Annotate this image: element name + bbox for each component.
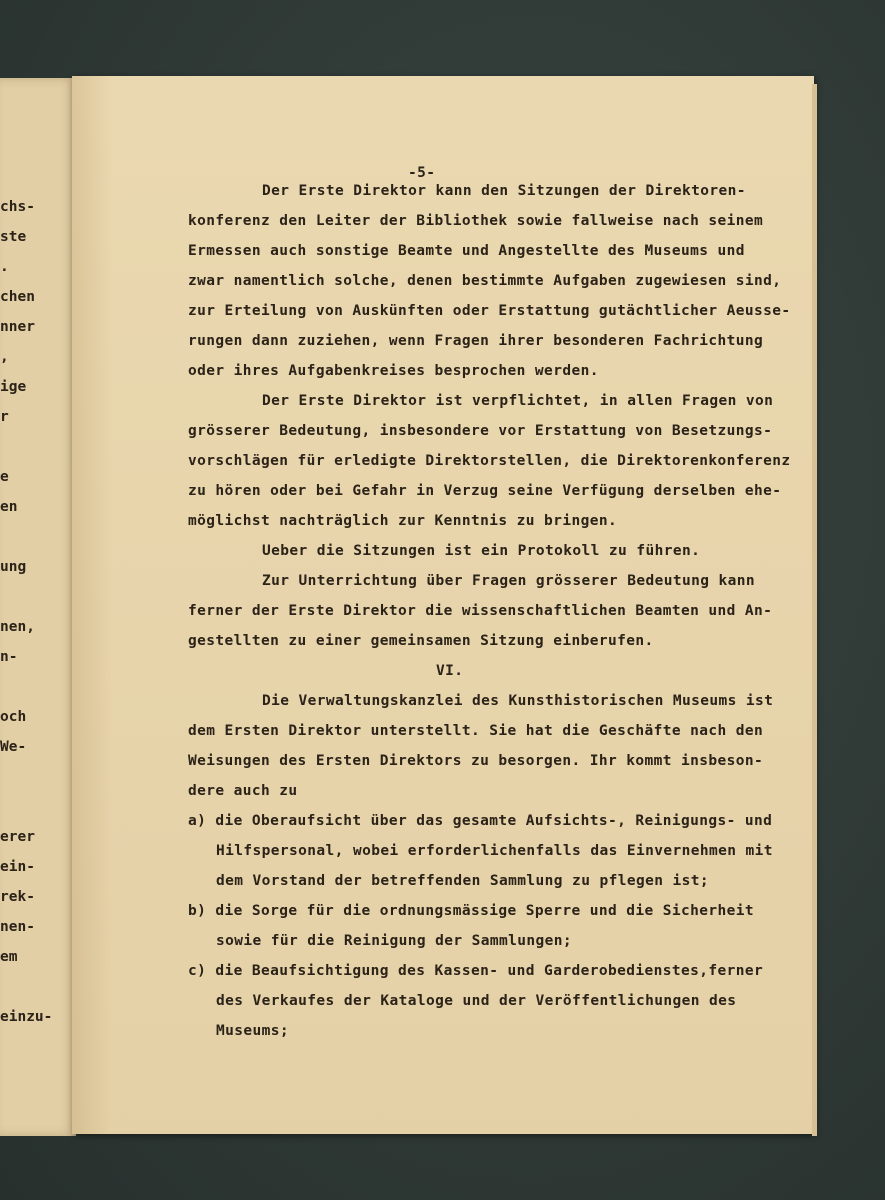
text-line: Die Verwaltungskanzlei des Kunsthistorischen Museums ist — [262, 693, 774, 709]
text-line: zwar namentlich solche, denen bestimmte Aufgaben zugewiesen sind, — [188, 273, 782, 289]
left-page-fragment: ige — [0, 379, 27, 395]
text-line: a) die Oberaufsicht über das gesamte Aufsichts-, Reinigungs- und — [188, 813, 773, 829]
text-line: sowie für die Reinigung der Sammlungen; — [216, 933, 573, 949]
text-line: oder ihres Aufgabenkreises besprochen werden. — [188, 363, 599, 379]
left-page-fragment: . — [0, 259, 9, 275]
text-line: konferenz den Leiter der Bibliothek sowie fallweise nach seinem — [188, 213, 764, 229]
document-page — [72, 76, 814, 1134]
left-page-fragment: erer — [0, 829, 35, 845]
left-page-fragment: rek- — [0, 889, 35, 905]
text-line: dem Vorstand der betreffenden Sammlung zu pflegen ist; — [216, 873, 710, 889]
text-line: Weisungen des Ersten Direktors zu besorgen. Ihr kommt insbeson- — [188, 753, 764, 769]
text-line: dere auch zu — [188, 783, 298, 799]
left-page-fragment: en — [0, 499, 18, 515]
text-line: b) die Sorge für die ordnungsmässige Sperre und die Sicherheit — [188, 903, 755, 919]
left-page — [0, 78, 76, 1136]
left-page-fragment: nen, — [0, 619, 35, 635]
left-page-fragment: nen- — [0, 919, 35, 935]
left-page-fragment: chen — [0, 289, 35, 305]
text-line: Ermessen auch sonstige Beamte und Angestellte des Museums und — [188, 243, 745, 259]
text-line: zu hören oder bei Gefahr in Verzug seine Verfügung derselben ehe- — [188, 483, 782, 499]
left-page-fragment: och — [0, 709, 27, 725]
text-line: Museums; — [216, 1023, 290, 1039]
text-line: c) die Beaufsichtigung des Kassen- und Garderobedienstes,ferner — [188, 963, 764, 979]
left-page-fragment: einzu- — [0, 1009, 53, 1025]
text-line: Ueber die Sitzungen ist ein Protokoll zu führen. — [262, 543, 701, 559]
text-line: Zur Unterrichtung über Fragen grösserer Bedeutung kann — [262, 573, 756, 589]
left-page-fragment: em — [0, 949, 18, 965]
text-line: Der Erste Direktor ist verpflichtet, in allen Fragen von — [262, 393, 774, 409]
left-page-fragment: ung — [0, 559, 27, 575]
left-page-fragment: ste — [0, 229, 27, 245]
left-page-fragment: , — [0, 349, 9, 365]
page-edge — [812, 84, 817, 1136]
text-line: rungen dann zuziehen, wenn Fragen ihrer besonderen Fachrichtung — [188, 333, 764, 349]
left-page-fragment: ein- — [0, 859, 35, 875]
left-page-fragment: nner — [0, 319, 35, 335]
text-line: gestellten zu einer gemeinsamen Sitzung einberufen. — [188, 633, 654, 649]
left-page-fragment: n- — [0, 649, 18, 665]
text-line: grösserer Bedeutung, insbesondere vor Erstattung von Besetzungs- — [188, 423, 773, 439]
left-page-fragment: We- — [0, 739, 27, 755]
text-line: zur Erteilung von Auskünften oder Erstattung gutächtlicher Aeusse- — [188, 303, 791, 319]
text-line: VI. — [436, 663, 464, 679]
text-line: des Verkaufes der Kataloge und der Veröffentlichungen des — [216, 993, 737, 1009]
page-number: -5- — [408, 165, 436, 181]
left-page-fragment: chs- — [0, 199, 35, 215]
text-line: möglichst nachträglich zur Kenntnis zu bringen. — [188, 513, 618, 529]
left-page-fragment: e — [0, 469, 9, 485]
text-line: dem Ersten Direktor unterstellt. Sie hat die Geschäfte nach den — [188, 723, 764, 739]
left-page-fragment: r — [0, 409, 9, 425]
text-line: Hilfspersonal, wobei erforderlichenfalls das Einvernehmen mit — [216, 843, 773, 859]
text-line: Der Erste Direktor kann den Sitzungen der Direktoren- — [262, 183, 746, 199]
text-line: vorschlägen für erledigte Direktorstellen, die Direktorenkonferenz — [188, 453, 791, 469]
text-line: ferner der Erste Direktor die wissenschaftlichen Beamten und An- — [188, 603, 773, 619]
